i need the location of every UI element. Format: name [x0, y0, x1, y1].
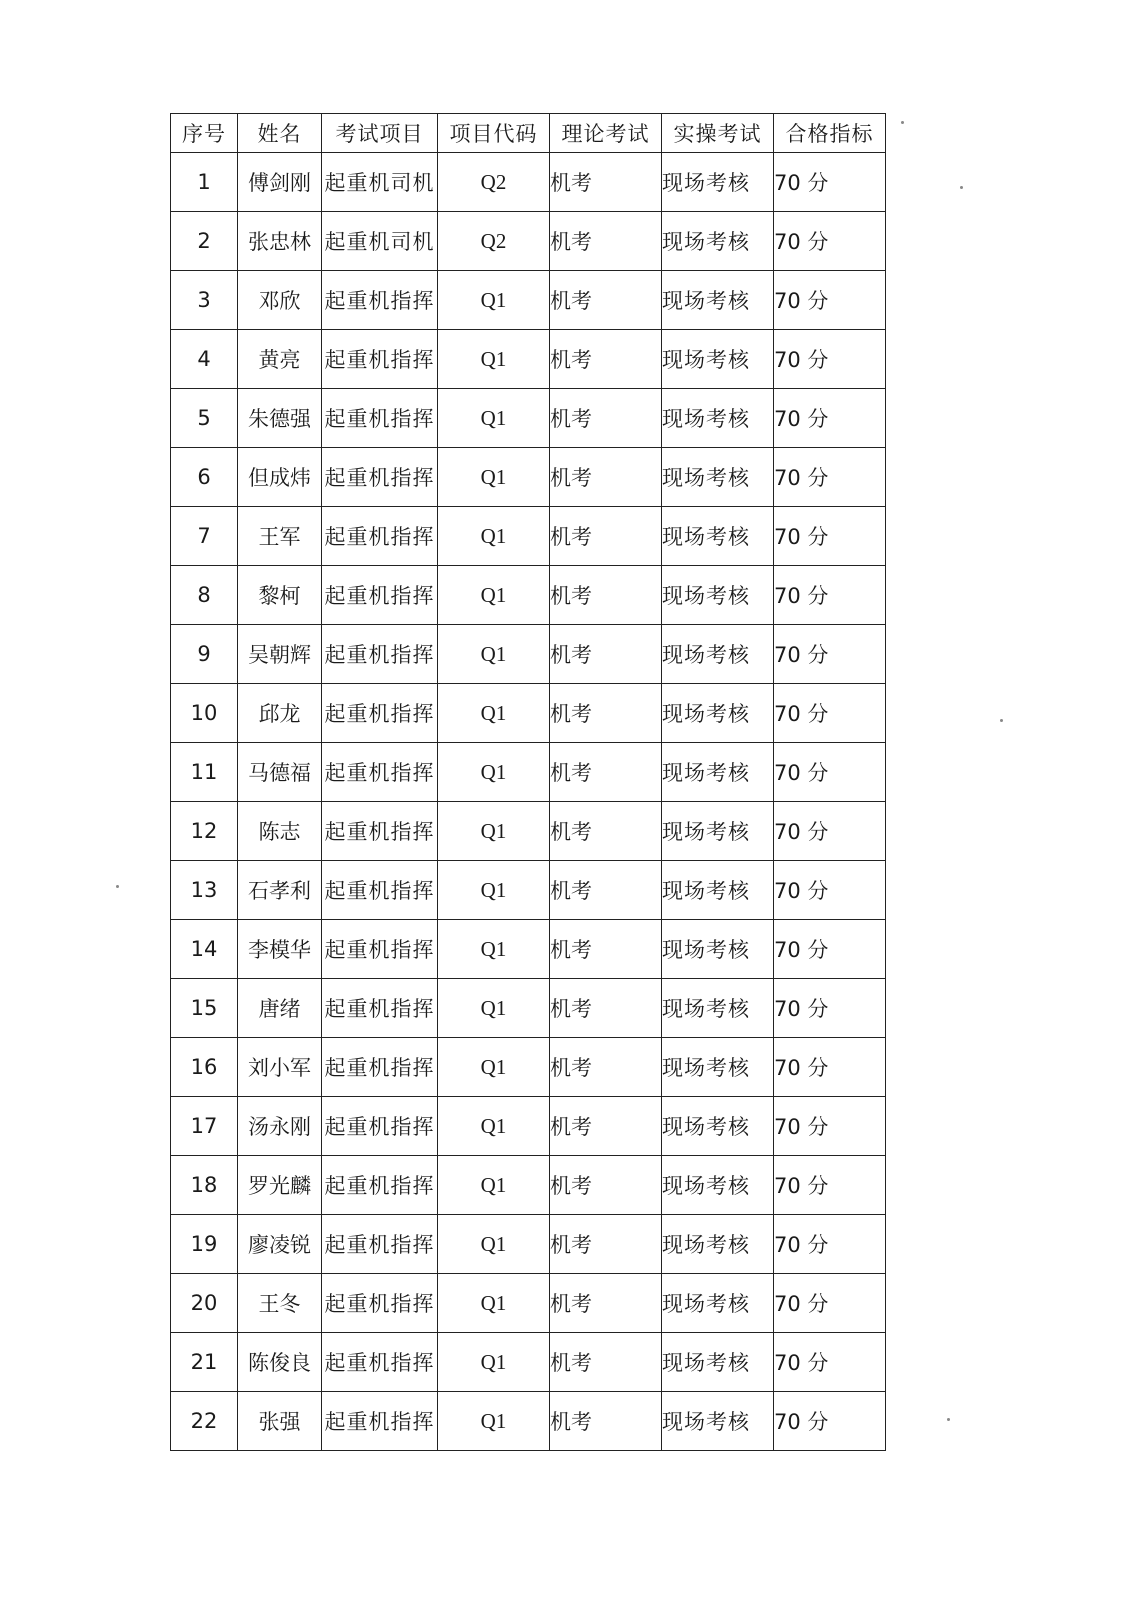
row-exam-item: 起重机指挥 [322, 1097, 438, 1156]
row-theory-exam: 机考 [550, 566, 662, 625]
scan-speck [960, 186, 963, 189]
row-name: 吴朝辉 [238, 625, 322, 684]
table-row [171, 566, 886, 625]
table-row [171, 271, 886, 330]
row-practical-exam: 现场考核 [662, 684, 774, 743]
row-seq: 15 [171, 979, 238, 1038]
row-pass-criteria: 70 分 [774, 1038, 886, 1097]
row-theory-exam: 机考 [550, 684, 662, 743]
header-theory-exam: 理论考试 [550, 114, 662, 153]
row-practical-exam: 现场考核 [662, 802, 774, 861]
row-theory-exam: 机考 [550, 802, 662, 861]
row-practical-exam: 现场考核 [662, 625, 774, 684]
row-item-code: Q1 [438, 1215, 550, 1274]
row-item-code: Q1 [438, 1097, 550, 1156]
header-seq: 序号 [171, 114, 238, 153]
header-exam-item: 考试项目 [322, 114, 438, 153]
row-practical-exam: 现场考核 [662, 1097, 774, 1156]
row-seq: 14 [171, 920, 238, 979]
row-theory-exam: 机考 [550, 448, 662, 507]
row-seq: 12 [171, 802, 238, 861]
row-item-code: Q1 [438, 1156, 550, 1215]
row-seq: 2 [171, 212, 238, 271]
row-practical-exam: 现场考核 [662, 979, 774, 1038]
table-row [171, 1392, 886, 1451]
row-name: 唐绪 [238, 979, 322, 1038]
row-theory-exam: 机考 [550, 330, 662, 389]
row-item-code: Q1 [438, 448, 550, 507]
row-seq: 8 [171, 566, 238, 625]
row-theory-exam: 机考 [550, 507, 662, 566]
header-practical-exam: 实操考试 [662, 114, 774, 153]
table-row [171, 1333, 886, 1392]
row-name: 罗光麟 [238, 1156, 322, 1215]
row-pass-criteria: 70 分 [774, 1274, 886, 1333]
row-name: 朱德强 [238, 389, 322, 448]
row-name: 黄亮 [238, 330, 322, 389]
table-row [171, 625, 886, 684]
row-pass-criteria: 70 分 [774, 1215, 886, 1274]
row-practical-exam: 现场考核 [662, 1333, 774, 1392]
row-name: 刘小军 [238, 1038, 322, 1097]
row-theory-exam: 机考 [550, 212, 662, 271]
row-theory-exam: 机考 [550, 153, 662, 212]
row-item-code: Q1 [438, 330, 550, 389]
row-practical-exam: 现场考核 [662, 330, 774, 389]
row-name: 王军 [238, 507, 322, 566]
row-seq: 11 [171, 743, 238, 802]
table-row [171, 861, 886, 920]
row-practical-exam: 现场考核 [662, 1038, 774, 1097]
row-practical-exam: 现场考核 [662, 566, 774, 625]
row-item-code: Q1 [438, 389, 550, 448]
row-seq: 20 [171, 1274, 238, 1333]
row-practical-exam: 现场考核 [662, 861, 774, 920]
row-theory-exam: 机考 [550, 1333, 662, 1392]
table-row [171, 448, 886, 507]
row-theory-exam: 机考 [550, 1038, 662, 1097]
row-theory-exam: 机考 [550, 389, 662, 448]
table-row [171, 389, 886, 448]
table-row [171, 1038, 886, 1097]
row-pass-criteria: 70 分 [774, 330, 886, 389]
row-practical-exam: 现场考核 [662, 507, 774, 566]
row-name: 邓欣 [238, 271, 322, 330]
row-pass-criteria: 70 分 [774, 684, 886, 743]
row-item-code: Q1 [438, 507, 550, 566]
row-pass-criteria: 70 分 [774, 448, 886, 507]
row-seq: 18 [171, 1156, 238, 1215]
table-row [171, 743, 886, 802]
row-seq: 21 [171, 1333, 238, 1392]
row-exam-item: 起重机指挥 [322, 566, 438, 625]
row-pass-criteria: 70 分 [774, 802, 886, 861]
scan-speck [947, 1418, 950, 1421]
row-practical-exam: 现场考核 [662, 389, 774, 448]
row-theory-exam: 机考 [550, 271, 662, 330]
row-practical-exam: 现场考核 [662, 271, 774, 330]
row-name: 陈志 [238, 802, 322, 861]
table-row [171, 1215, 886, 1274]
row-name: 陈俊良 [238, 1333, 322, 1392]
row-pass-criteria: 70 分 [774, 625, 886, 684]
row-seq: 4 [171, 330, 238, 389]
row-seq: 1 [171, 153, 238, 212]
table-header-row [171, 114, 886, 153]
row-name: 王冬 [238, 1274, 322, 1333]
row-name: 张忠林 [238, 212, 322, 271]
row-seq: 19 [171, 1215, 238, 1274]
row-seq: 16 [171, 1038, 238, 1097]
row-pass-criteria: 70 分 [774, 979, 886, 1038]
table-row [171, 153, 886, 212]
row-theory-exam: 机考 [550, 743, 662, 802]
row-item-code: Q1 [438, 920, 550, 979]
row-item-code: Q2 [438, 153, 550, 212]
row-seq: 9 [171, 625, 238, 684]
row-seq: 13 [171, 861, 238, 920]
row-pass-criteria: 70 分 [774, 389, 886, 448]
row-pass-criteria: 70 分 [774, 153, 886, 212]
row-practical-exam: 现场考核 [662, 1156, 774, 1215]
row-practical-exam: 现场考核 [662, 743, 774, 802]
table-row [171, 507, 886, 566]
scan-speck [116, 885, 119, 888]
row-exam-item: 起重机指挥 [322, 1156, 438, 1215]
table-row [171, 330, 886, 389]
row-item-code: Q1 [438, 743, 550, 802]
row-seq: 10 [171, 684, 238, 743]
row-theory-exam: 机考 [550, 861, 662, 920]
row-exam-item: 起重机指挥 [322, 625, 438, 684]
row-item-code: Q1 [438, 1038, 550, 1097]
row-item-code: Q1 [438, 684, 550, 743]
table-row [171, 1156, 886, 1215]
row-exam-item: 起重机指挥 [322, 389, 438, 448]
row-practical-exam: 现场考核 [662, 212, 774, 271]
row-pass-criteria: 70 分 [774, 1392, 886, 1451]
row-theory-exam: 机考 [550, 1215, 662, 1274]
table-body [171, 153, 886, 1451]
table-row [171, 1097, 886, 1156]
row-name: 但成炜 [238, 448, 322, 507]
row-name: 傅剑刚 [238, 153, 322, 212]
header-item-code: 项目代码 [438, 114, 550, 153]
row-item-code: Q1 [438, 1333, 550, 1392]
row-seq: 17 [171, 1097, 238, 1156]
row-pass-criteria: 70 分 [774, 212, 886, 271]
row-exam-item: 起重机指挥 [322, 1274, 438, 1333]
row-item-code: Q1 [438, 566, 550, 625]
row-exam-item: 起重机指挥 [322, 1215, 438, 1274]
row-pass-criteria: 70 分 [774, 920, 886, 979]
row-item-code: Q1 [438, 861, 550, 920]
row-theory-exam: 机考 [550, 1156, 662, 1215]
row-practical-exam: 现场考核 [662, 153, 774, 212]
table-row [171, 212, 886, 271]
row-item-code: Q1 [438, 979, 550, 1038]
row-exam-item: 起重机指挥 [322, 1038, 438, 1097]
row-theory-exam: 机考 [550, 1392, 662, 1451]
row-item-code: Q1 [438, 625, 550, 684]
row-seq: 22 [171, 1392, 238, 1451]
row-name: 马德福 [238, 743, 322, 802]
table-row [171, 1274, 886, 1333]
row-pass-criteria: 70 分 [774, 743, 886, 802]
row-name: 黎柯 [238, 566, 322, 625]
row-seq: 5 [171, 389, 238, 448]
row-exam-item: 起重机指挥 [322, 920, 438, 979]
row-exam-item: 起重机指挥 [322, 1333, 438, 1392]
row-pass-criteria: 70 分 [774, 271, 886, 330]
table-row [171, 684, 886, 743]
row-theory-exam: 机考 [550, 1274, 662, 1333]
row-seq: 7 [171, 507, 238, 566]
row-exam-item: 起重机指挥 [322, 1392, 438, 1451]
row-exam-item: 起重机指挥 [322, 330, 438, 389]
row-pass-criteria: 70 分 [774, 861, 886, 920]
row-item-code: Q1 [438, 1274, 550, 1333]
row-item-code: Q1 [438, 1392, 550, 1451]
row-pass-criteria: 70 分 [774, 1156, 886, 1215]
row-theory-exam: 机考 [550, 920, 662, 979]
row-theory-exam: 机考 [550, 1097, 662, 1156]
row-name: 李模华 [238, 920, 322, 979]
row-theory-exam: 机考 [550, 979, 662, 1038]
table-row [171, 979, 886, 1038]
row-exam-item: 起重机司机 [322, 212, 438, 271]
table-row [171, 920, 886, 979]
header-name: 姓名 [238, 114, 322, 153]
exam-roster-table [170, 113, 886, 1451]
row-practical-exam: 现场考核 [662, 1215, 774, 1274]
row-name: 石孝利 [238, 861, 322, 920]
row-theory-exam: 机考 [550, 625, 662, 684]
row-pass-criteria: 70 分 [774, 507, 886, 566]
row-pass-criteria: 70 分 [774, 566, 886, 625]
row-item-code: Q2 [438, 212, 550, 271]
row-exam-item: 起重机指挥 [322, 448, 438, 507]
row-practical-exam: 现场考核 [662, 1274, 774, 1333]
row-item-code: Q1 [438, 802, 550, 861]
row-seq: 3 [171, 271, 238, 330]
row-exam-item: 起重机指挥 [322, 743, 438, 802]
scan-speck [1000, 719, 1003, 722]
row-exam-item: 起重机指挥 [322, 861, 438, 920]
row-exam-item: 起重机指挥 [322, 684, 438, 743]
row-exam-item: 起重机指挥 [322, 979, 438, 1038]
row-exam-item: 起重机指挥 [322, 507, 438, 566]
row-pass-criteria: 70 分 [774, 1333, 886, 1392]
row-practical-exam: 现场考核 [662, 448, 774, 507]
scan-speck [901, 121, 904, 124]
header-pass-criteria: 合格指标 [774, 114, 886, 153]
row-practical-exam: 现场考核 [662, 920, 774, 979]
row-seq: 6 [171, 448, 238, 507]
row-exam-item: 起重机指挥 [322, 271, 438, 330]
row-item-code: Q1 [438, 271, 550, 330]
table-row [171, 802, 886, 861]
row-name: 汤永刚 [238, 1097, 322, 1156]
row-pass-criteria: 70 分 [774, 1097, 886, 1156]
row-exam-item: 起重机司机 [322, 153, 438, 212]
row-exam-item: 起重机指挥 [322, 802, 438, 861]
row-name: 张强 [238, 1392, 322, 1451]
row-name: 邱龙 [238, 684, 322, 743]
row-practical-exam: 现场考核 [662, 1392, 774, 1451]
row-name: 廖凌锐 [238, 1215, 322, 1274]
